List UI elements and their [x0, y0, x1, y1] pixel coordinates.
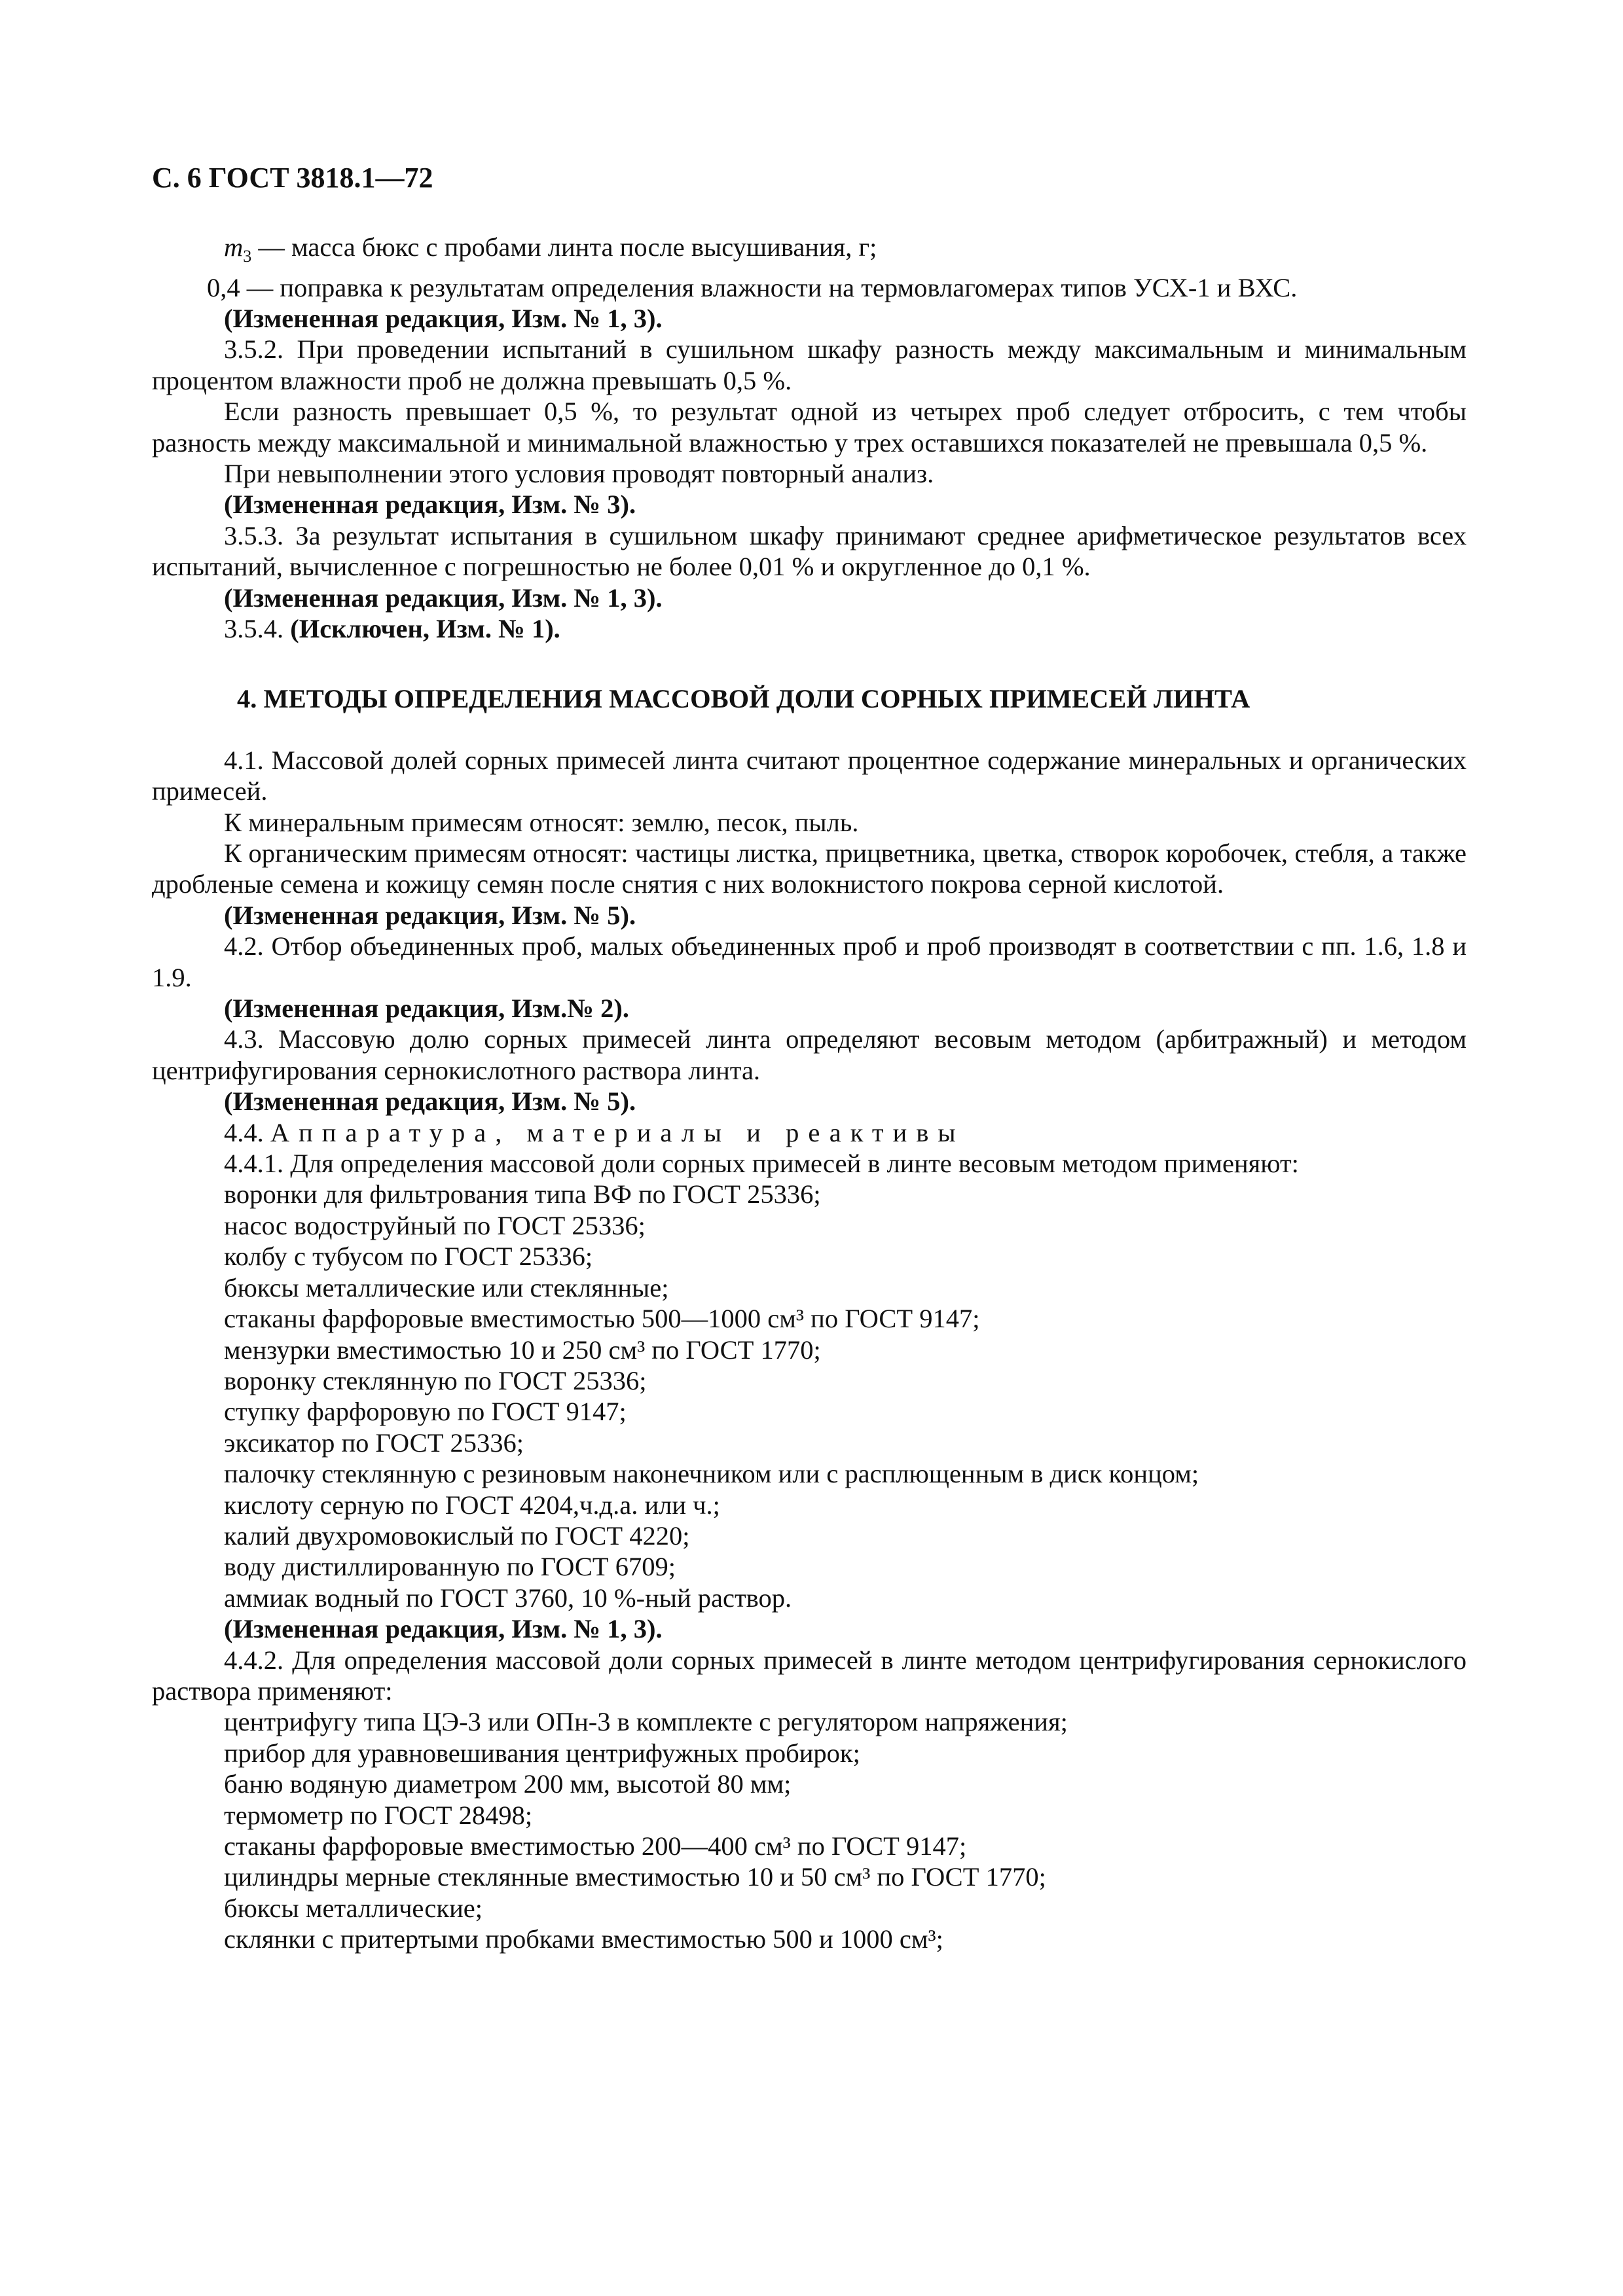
list-item: калий двухромовокислый по ГОСТ 4220;: [224, 1520, 690, 1551]
paragraph-4-4: [152, 1117, 1467, 1148]
variable-m: m: [224, 232, 244, 262]
list-item: бюксы металлические или стеклянные;: [224, 1272, 669, 1302]
list-item: воронки для фильтрования типа ВФ по ГОСТ 25336;: [224, 1179, 821, 1210]
equipment-list-centrifuge-method: [152, 1706, 1467, 1954]
revision-note: (Измененная редакция, Изм. № 1, 3).: [224, 1614, 663, 1644]
subsection-title: Аппаратура, материалы и реактивы: [270, 1117, 965, 1147]
revision-note: (Измененная редакция, Изм. № 5).: [224, 1086, 636, 1117]
paragraph-4-3: 4.3. Массовую долю сорных примесей линта определяют весовым методом (арбитражный) и методом центрифугирования сернокислотного раствора линта.: [152, 1024, 1467, 1085]
definition-correction: 0,4 — поправка к результатам определения влажности на термовлагомерах типов УСХ-1 и ВХС.: [207, 272, 1298, 302]
list-item: колбу с тубусом по ГОСТ 25336;: [224, 1242, 593, 1272]
list-item: насос водоструйный по ГОСТ 25336;: [224, 1210, 646, 1240]
equipment-list-weight-method: [152, 1179, 1467, 1613]
variable-subscript: 3: [243, 247, 252, 266]
list-item: баню водяную диаметром 200 мм, высотой 80 мм;: [224, 1769, 792, 1799]
paragraph-4-2: 4.2. Отбор объединенных проб, малых объединенных проб и проб производят в соответствии с пп. 1.6, 1.8 и 1.9.: [152, 931, 1467, 992]
paragraph-number: 3.5.4.: [224, 613, 291, 643]
paragraph-3-5-3: 3.5.3. За результат испытания в сушильном шкафу принимают среднее арифметическое результатов всех испытаний, вычисленное с погрешностью не более 0,01 % и округленное до 0,1 %.: [152, 520, 1467, 582]
definition-text: — масса бюкс с пробами линта после высушивания, г;: [251, 232, 877, 262]
list-item: склянки с притертыми пробками вместимостью 500 и 1000 см³;: [224, 1924, 943, 1954]
paragraph-4-1: 4.1. Массовой долей сорных примесей линта считают процентное содержание минеральных и органических примесей.: [152, 745, 1467, 806]
list-item: аммиак водный по ГОСТ 3760, 10 %-ный раствор.: [224, 1583, 792, 1613]
paragraph-4-1-c: К органическим примесям относят: частицы листка, прицветника, цветка, створок коробочек, стебля, а также дробленые семена и кожицу семян после снятия с них волокнистого покрова серной кислотой.: [152, 838, 1467, 899]
list-item: эксикатор по ГОСТ 25336;: [224, 1427, 524, 1458]
definition-m3: [152, 232, 1467, 272]
list-item: термометр по ГОСТ 28498;: [224, 1800, 533, 1830]
list-item: палочку стеклянную с резиновым наконечником или с расплющенным в диск концом;: [224, 1459, 1199, 1489]
paragraph-3-5-4: [152, 613, 1467, 644]
revision-note: (Измененная редакция, Изм. № 3).: [224, 490, 636, 520]
excluded-note: (Исключен, Изм. № 1).: [290, 613, 560, 643]
paragraph-4-4-2: 4.4.2. Для определения массовой доли сорных примесей в линте методом центрифугирования сернокислого раствора применяют:: [152, 1645, 1467, 1706]
page-header: С. 6 ГОСТ 3818.1—72: [152, 162, 433, 194]
page-content: [152, 232, 1467, 1955]
list-item: прибор для уравновешивания центрифужных пробирок;: [224, 1738, 860, 1768]
paragraph-3-5-2-b: Если разность превышает 0,5 %, то результат одной из четырех проб следует отбросить, с тем чтобы разность между максимальной и минимальной влажностью у трех оставшихся показателей не превышала 0,5 %.: [152, 397, 1467, 457]
list-item: кислоту серную по ГОСТ 4204,ч.д.а. или ч.;: [224, 1490, 720, 1520]
paragraph-3-5-2: 3.5.2. При проведении испытаний в сушильном шкафу разность между максимальным и минимальным процентом влажности проб не должна превышать 0,5 %.: [152, 334, 1467, 395]
revision-note: (Измененная редакция, Изм. № 1, 3).: [224, 303, 663, 333]
paragraph-4-4-1: 4.4.1. Для определения массовой доли сорных примесей в линте весовым методом применяют:: [224, 1149, 1299, 1179]
revision-note: (Измененная редакция, Изм. № 1, 3).: [224, 583, 663, 613]
paragraph-4-1-b: К минеральным примесям относят: землю, песок, пыль.: [224, 807, 859, 837]
paragraph-number: 4.4.: [224, 1117, 270, 1147]
list-item: стаканы фарфоровые вместимостью 200—400 см³ по ГОСТ 9147;: [224, 1831, 967, 1861]
list-item: мензурки вместимостью 10 и 250 см³ по ГОСТ 1770;: [224, 1335, 821, 1365]
list-item: цилиндры мерные стеклянные вместимостью 10 и 50 см³ по ГОСТ 1770;: [224, 1862, 1046, 1892]
list-item: воду дистиллированную по ГОСТ 6709;: [224, 1552, 676, 1582]
list-item: ступку фарфоровую по ГОСТ 9147;: [224, 1397, 627, 1427]
section-heading: 4. МЕТОДЫ ОПРЕДЕЛЕНИЯ МАССОВОЙ ДОЛИ СОРНЫХ ПРИМЕСЕЙ ЛИНТА: [237, 684, 1250, 714]
list-item: стаканы фарфоровые вместимостью 500—1000 см³ по ГОСТ 9147;: [224, 1304, 980, 1334]
list-item: центрифугу типа ЦЭ-3 или ОПн-3 в комплекте с регулятором напряжения;: [224, 1707, 1068, 1737]
revision-note: (Измененная редакция, Изм. № 5).: [224, 900, 636, 930]
list-item: воронку стеклянную по ГОСТ 25336;: [224, 1365, 647, 1395]
paragraph-3-5-2-c: При невыполнении этого условия проводят повторный анализ.: [224, 458, 934, 488]
list-item: бюксы металлические;: [224, 1893, 483, 1923]
revision-note: (Измененная редакция, Изм.№ 2).: [224, 994, 629, 1024]
